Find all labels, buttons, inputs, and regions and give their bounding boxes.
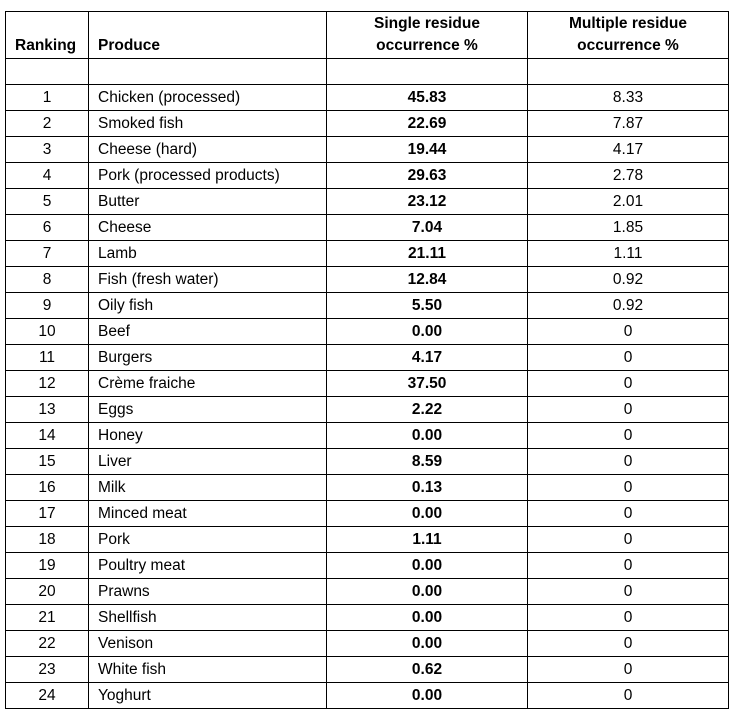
spacer-cell (89, 59, 327, 85)
header-produce: Produce (89, 12, 327, 59)
produce-cell: Cheese (hard) (89, 137, 327, 163)
rank-cell: 17 (6, 501, 89, 527)
multiple-residue-cell: 0 (528, 449, 729, 475)
rank-cell: 19 (6, 553, 89, 579)
table-row (6, 449, 729, 475)
multiple-residue-cell: 0 (528, 475, 729, 501)
single-residue-cell: 23.12 (327, 189, 528, 215)
header-multi-line2: occurrence % (577, 37, 679, 54)
multiple-residue-cell: 0 (528, 345, 729, 371)
header-row (6, 12, 729, 59)
table-row (6, 215, 729, 241)
multiple-residue-cell: 8.33 (528, 85, 729, 111)
table-row (6, 631, 729, 657)
produce-cell: Minced meat (89, 501, 327, 527)
table-row (6, 605, 729, 631)
table-row (6, 345, 729, 371)
single-residue-cell: 0.00 (327, 605, 528, 631)
single-residue-cell: 0.00 (327, 631, 528, 657)
produce-cell: Pork (89, 527, 327, 553)
rank-cell: 10 (6, 319, 89, 345)
rank-cell: 12 (6, 371, 89, 397)
multiple-residue-cell: 0.92 (528, 293, 729, 319)
produce-cell: Fish (fresh water) (89, 267, 327, 293)
table-row (6, 137, 729, 163)
table-row (6, 475, 729, 501)
table-row (6, 319, 729, 345)
single-residue-cell: 5.50 (327, 293, 528, 319)
multiple-residue-cell: 0 (528, 423, 729, 449)
multiple-residue-cell: 4.17 (528, 137, 729, 163)
single-residue-cell: 0.13 (327, 475, 528, 501)
produce-cell: Beef (89, 319, 327, 345)
table-row (6, 423, 729, 449)
rank-cell: 6 (6, 215, 89, 241)
table-row (6, 293, 729, 319)
single-residue-cell: 0.00 (327, 501, 528, 527)
rank-cell: 13 (6, 397, 89, 423)
single-residue-cell: 4.17 (327, 345, 528, 371)
single-residue-cell: 0.00 (327, 553, 528, 579)
produce-cell: Chicken (processed) (89, 85, 327, 111)
single-residue-cell: 0.00 (327, 319, 528, 345)
header-single-residue (327, 12, 528, 59)
rank-cell: 4 (6, 163, 89, 189)
table-row (6, 371, 729, 397)
single-residue-cell: 1.11 (327, 527, 528, 553)
table-body (6, 59, 729, 709)
single-residue-cell: 21.11 (327, 241, 528, 267)
rank-cell: 23 (6, 657, 89, 683)
single-residue-cell: 0.00 (327, 683, 528, 709)
table-row (6, 553, 729, 579)
table-header (6, 12, 729, 59)
rank-cell: 15 (6, 449, 89, 475)
single-residue-cell: 7.04 (327, 215, 528, 241)
header-multiple-residue (528, 12, 729, 59)
table-row (6, 683, 729, 709)
produce-cell: White fish (89, 657, 327, 683)
produce-cell: Venison (89, 631, 327, 657)
multiple-residue-cell: 0 (528, 579, 729, 605)
multiple-residue-cell: 0 (528, 657, 729, 683)
produce-cell: Crème fraiche (89, 371, 327, 397)
multiple-residue-cell: 1.85 (528, 215, 729, 241)
residue-occurrence-table (5, 11, 729, 709)
multiple-residue-cell: 2.01 (528, 189, 729, 215)
table-row (6, 501, 729, 527)
table-row (6, 163, 729, 189)
rank-cell: 8 (6, 267, 89, 293)
rank-cell: 9 (6, 293, 89, 319)
table-row (6, 241, 729, 267)
multiple-residue-cell: 0 (528, 319, 729, 345)
header-multi-line1: Multiple residue (569, 15, 687, 32)
table-row (6, 267, 729, 293)
rank-cell: 16 (6, 475, 89, 501)
single-residue-cell: 8.59 (327, 449, 528, 475)
rank-cell: 2 (6, 111, 89, 137)
rank-cell: 24 (6, 683, 89, 709)
single-residue-cell: 22.69 (327, 111, 528, 137)
spacer-cell (528, 59, 729, 85)
produce-cell: Lamb (89, 241, 327, 267)
produce-cell: Prawns (89, 579, 327, 605)
produce-cell: Yoghurt (89, 683, 327, 709)
rank-cell: 20 (6, 579, 89, 605)
multiple-residue-cell: 2.78 (528, 163, 729, 189)
table-row (6, 397, 729, 423)
multiple-residue-cell: 0 (528, 631, 729, 657)
spacer-row (6, 59, 729, 85)
produce-cell: Smoked fish (89, 111, 327, 137)
single-residue-cell: 19.44 (327, 137, 528, 163)
table-row (6, 527, 729, 553)
rank-cell: 3 (6, 137, 89, 163)
single-residue-cell: 12.84 (327, 267, 528, 293)
single-residue-cell: 45.83 (327, 85, 528, 111)
produce-cell: Oily fish (89, 293, 327, 319)
single-residue-cell: 2.22 (327, 397, 528, 423)
spacer-cell (6, 59, 89, 85)
multiple-residue-cell: 0.92 (528, 267, 729, 293)
single-residue-cell: 0.00 (327, 579, 528, 605)
multiple-residue-cell: 0 (528, 553, 729, 579)
multiple-residue-cell: 0 (528, 527, 729, 553)
table-row (6, 657, 729, 683)
produce-cell: Butter (89, 189, 327, 215)
produce-cell: Shellfish (89, 605, 327, 631)
table-row (6, 85, 729, 111)
table-row (6, 189, 729, 215)
multiple-residue-cell: 0 (528, 683, 729, 709)
multiple-residue-cell: 0 (528, 605, 729, 631)
multiple-residue-cell: 0 (528, 397, 729, 423)
single-residue-cell: 0.00 (327, 423, 528, 449)
rank-cell: 5 (6, 189, 89, 215)
multiple-residue-cell: 7.87 (528, 111, 729, 137)
rank-cell: 7 (6, 241, 89, 267)
spacer-cell (327, 59, 528, 85)
table-row (6, 579, 729, 605)
produce-cell: Poultry meat (89, 553, 327, 579)
produce-cell: Pork (processed products) (89, 163, 327, 189)
rank-cell: 18 (6, 527, 89, 553)
header-single-line1: Single residue (374, 15, 480, 32)
produce-cell: Honey (89, 423, 327, 449)
produce-cell: Milk (89, 475, 327, 501)
header-single-line2: occurrence % (376, 37, 478, 54)
multiple-residue-cell: 0 (528, 371, 729, 397)
single-residue-cell: 29.63 (327, 163, 528, 189)
single-residue-cell: 37.50 (327, 371, 528, 397)
produce-cell: Cheese (89, 215, 327, 241)
produce-cell: Eggs (89, 397, 327, 423)
table-row (6, 111, 729, 137)
produce-cell: Liver (89, 449, 327, 475)
produce-cell: Burgers (89, 345, 327, 371)
rank-cell: 22 (6, 631, 89, 657)
header-ranking: Ranking (6, 12, 89, 59)
rank-cell: 1 (6, 85, 89, 111)
rank-cell: 21 (6, 605, 89, 631)
rank-cell: 11 (6, 345, 89, 371)
rank-cell: 14 (6, 423, 89, 449)
multiple-residue-cell: 0 (528, 501, 729, 527)
multiple-residue-cell: 1.11 (528, 241, 729, 267)
single-residue-cell: 0.62 (327, 657, 528, 683)
